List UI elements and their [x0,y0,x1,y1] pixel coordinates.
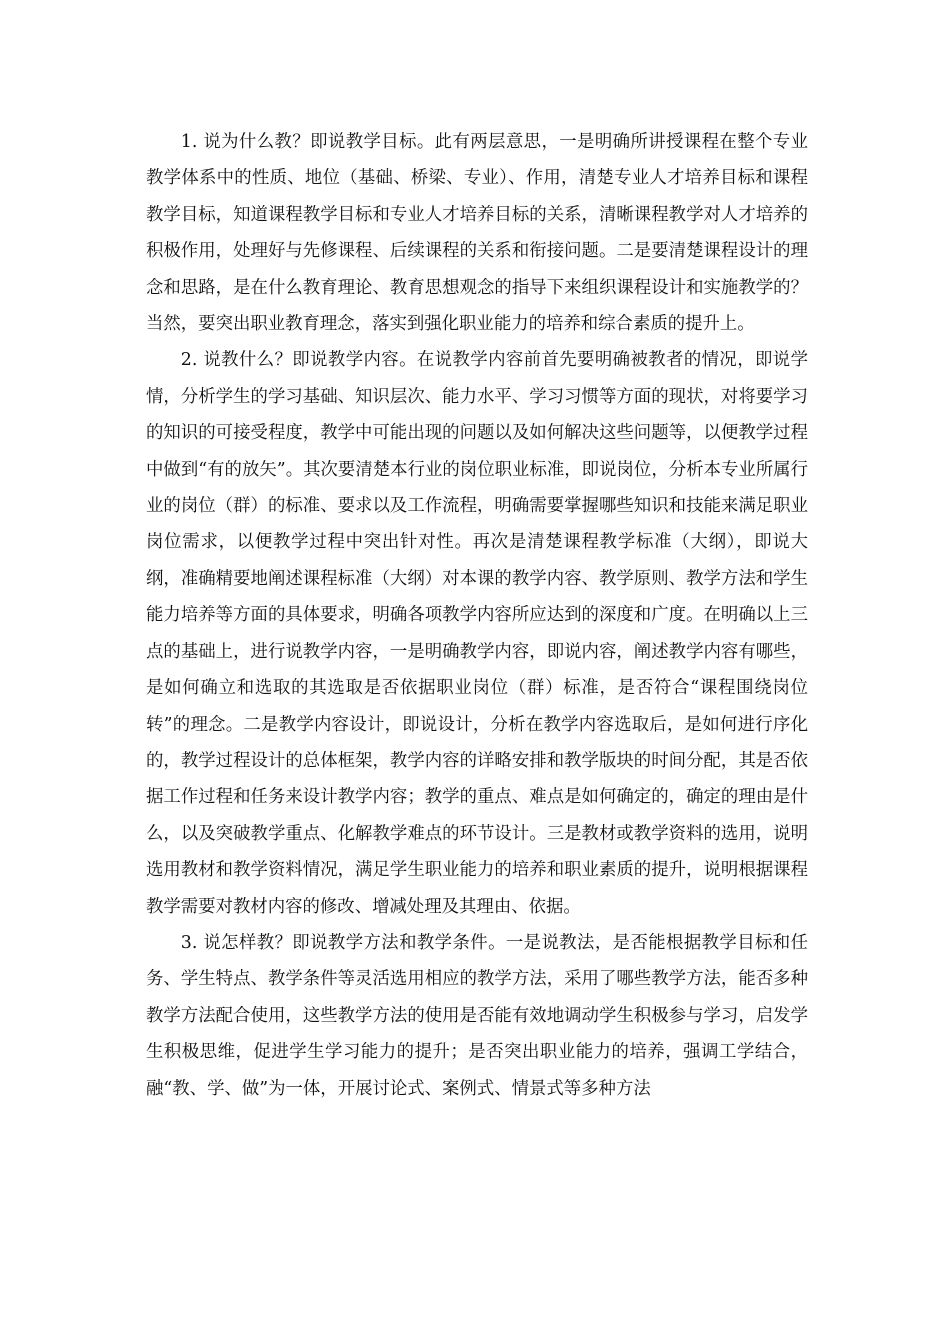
document-body [146,124,808,1107]
paragraph-2: 2. 说教什么？即说教学内容。在说教学内容前首先要明确被教者的情况，即说学情，分析学生的学习基础、知识层次、能力水平、学习习惯等方面的现状，对将要学习的知识的可接受程度，教学中可能出现的问题以及如何解决这些问题等，以便教学过程中做到“有的放矢”。其次要清楚本行业的岗位职业标准，即说岗位，分析本专业所属行业的岗位（群）的标准、要求以及工作流程，明确需要掌握哪些知识和技能来满足职业岗位需求，以便教学过程中突出针对性。再次是清楚课程教学标准（大纲），即说大纲，准确精要地阐述课程标准（大纲）对本课的教学内容、教学原则、教学方法和学生能力培养等方面的具体要求，明确各项教学内容所应达到的深度和广度。在明确以上三点的基础上，进行说教学内容，一是明确教学内容，即说内容，阐述教学内容有哪些，是如何确立和选取的其选取是否依据职业岗位（群）标准，是否符合“课程围绕岗位转”的理念。二是教学内容设计，即说设计，分析在教学内容选取后，是如何进行序化的，教学过程设计的总体框架，教学内容的详略安排和教学版块的时间分配，其是否依据工作过程和任务来设计教学内容；教学的重点、难点是如何确定的，确定的理由是什么，以及突破教学重点、化解教学难点的环节设计。三是教材或教学资料的选用，说明选用教材和教学资料情况，满足学生职业能力的培养和职业素质的提升，说明根据课程教学需要对教材内容的修改、增减处理及其理由、依据。 [146,350,808,917]
paragraph-1: 1. 说为什么教？即说教学目标。此有两层意思，一是明确所讲授课程在整个专业教学体系中的性质、地位（基础、桥梁、专业）、作用，清楚专业人才培养目标和课程教学目标，知道课程教学目标和专业人才培养目标的关系，清晰课程教学对人才培养的积极作用，处理好与先修课程、后续课程的关系和衔接问题。二是要清楚课程设计的理念和思路，是在什么教育理论、教育思想观念的指导下来组织课程设计和实施教学的？当然，要突出职业教育理念，落实到强化职业能力的培养和综合素质的提升上。 [146,132,808,335]
paragraph-3: 3. 说怎样教？即说教学方法和教学条件。一是说教法，是否能根据教学目标和任务、学生特点、教学条件等灵活选用相应的教学方法，采用了哪些教学方法，能否多种教学方法配合使用，这些教学方法的使用是否能有效地调动学生积极参与学习，启发学生积极思维，促进学生学习能力的提升；是否突出职业能力的培养，强调工学结合，融“教、学、做”为一体，开展讨论式、案例式、情景式等多种方法 [146,932,808,1099]
